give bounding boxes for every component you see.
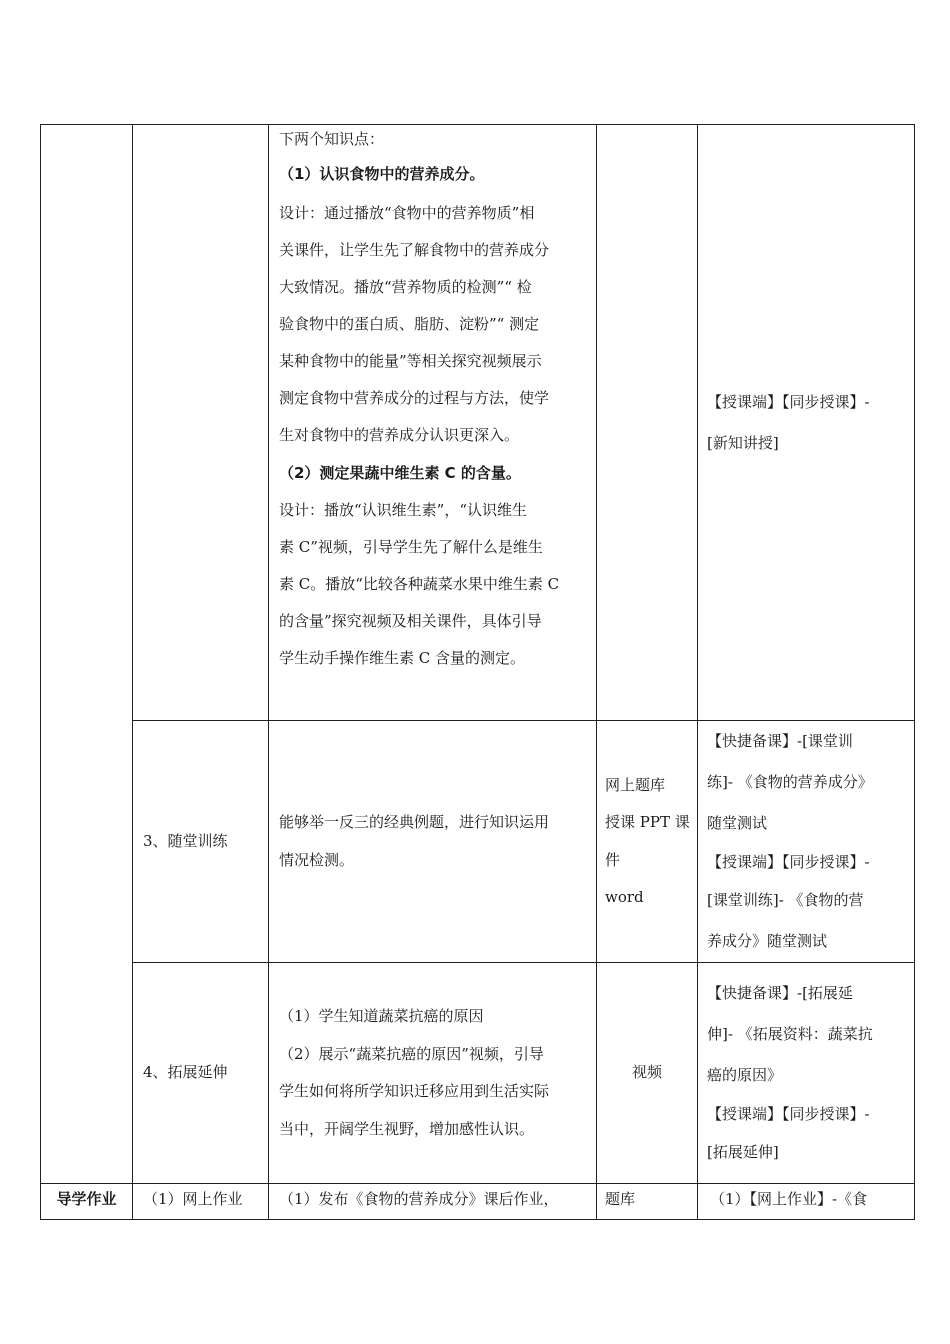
resource-line: word bbox=[605, 888, 644, 906]
platform-cell bbox=[698, 963, 915, 1184]
resources-cell: 题库 bbox=[597, 1184, 698, 1220]
content-line: 素 C。播放“比较各种蔬菜水果中维生素 C bbox=[279, 575, 560, 593]
resources-cell: 视频 bbox=[597, 963, 698, 1184]
content-line: 关课件，让学生先了解食物中的营养成分 bbox=[279, 241, 550, 259]
knowledge-point-heading: （2）测定果蔬中维生素 C 的含量。 bbox=[279, 464, 521, 482]
platform-line: 【授课端】【同步授课】- bbox=[707, 853, 870, 871]
content-line: 测定食物中营养成分的过程与方法，使学 bbox=[279, 389, 550, 407]
platform-line: 养成分》随堂测试 bbox=[707, 932, 828, 950]
platform-line: 【授课端】【同步授课】- bbox=[707, 392, 870, 411]
content-cell bbox=[269, 125, 597, 721]
content-line: 验食物中的蛋白质、脂肪、淀粉”“ 测定 bbox=[279, 315, 540, 333]
platform-line: [拓展延伸] bbox=[707, 1143, 779, 1161]
content-cell: （1）发布《食物的营养成分》课后作业， bbox=[269, 1184, 597, 1220]
content-line: 学生如何将所学知识迁移应用到生活实际 bbox=[279, 1082, 550, 1100]
content-line: 生对食物中的营养成分认识更深入。 bbox=[279, 426, 520, 444]
platform-line: 随堂测试 bbox=[707, 814, 768, 832]
step-cell-empty bbox=[133, 125, 269, 721]
step-cell: 3、随堂训练 bbox=[133, 721, 269, 963]
step-cell: 4、拓展延伸 bbox=[133, 963, 269, 1184]
section-label: 导学作业 bbox=[41, 1184, 133, 1220]
platform-line: 癌的原因》 bbox=[707, 1066, 783, 1084]
table-row bbox=[41, 1184, 915, 1220]
content-line: 下两个知识点： bbox=[279, 130, 385, 148]
content-line: 设计：播放“认识维生素”，“认识维生 bbox=[279, 501, 528, 519]
content-line: 情况检测。 bbox=[279, 850, 355, 869]
resource-line: 授课 PPT 课 bbox=[605, 813, 690, 831]
platform-line: 伸]- 《拓展资料：蔬菜抗 bbox=[707, 1025, 873, 1043]
content-cell bbox=[269, 721, 597, 963]
platform-cell: （1）【网上作业】-《食 bbox=[698, 1184, 915, 1220]
resources-cell-empty bbox=[597, 125, 698, 721]
content-line: 能够举一反三的经典例题，进行知识运用 bbox=[279, 813, 550, 831]
resource-line: 件 bbox=[605, 850, 621, 869]
table-row bbox=[41, 125, 915, 721]
content-line: 设计：通过播放“食物中的营养物质”相 bbox=[279, 204, 535, 222]
section-cell-empty bbox=[41, 125, 133, 1184]
table-row bbox=[41, 721, 915, 963]
content-line: 当中，开阔学生视野，增加感性认识。 bbox=[279, 1119, 535, 1138]
platform-cell bbox=[698, 721, 915, 963]
platform-line: [新知讲授] bbox=[707, 433, 779, 452]
content-cell bbox=[269, 963, 597, 1184]
resources-cell bbox=[597, 721, 698, 963]
lesson-plan-table bbox=[40, 124, 915, 1220]
platform-cell bbox=[698, 125, 915, 721]
content-line: 学生动手操作维生素 C 含量的测定。 bbox=[279, 649, 526, 667]
platform-line: 练]- 《食物的营养成分》 bbox=[707, 773, 873, 791]
platform-line: [课堂训练]- 《食物的营 bbox=[707, 891, 864, 909]
content-line: 某种食物中的能量”等相关探究视频展示 bbox=[279, 352, 542, 370]
resource-line: 网上题库 bbox=[605, 775, 666, 794]
content-line: （1）学生知道蔬菜抗癌的原因 bbox=[279, 1007, 484, 1025]
knowledge-point-heading: （1）认识食物中的营养成分。 bbox=[279, 165, 485, 183]
content-line: 大致情况。播放“营养物质的检测”“ 检 bbox=[279, 278, 532, 296]
table-row bbox=[41, 963, 915, 1184]
platform-line: 【快捷备课】-[课堂训 bbox=[707, 732, 853, 750]
platform-line: 【授课端】【同步授课】- bbox=[707, 1105, 870, 1123]
content-line: （2）展示“蔬菜抗癌的原因”视频，引导 bbox=[279, 1044, 544, 1063]
content-line: 的含量”探究视频及相关课件，具体引导 bbox=[279, 612, 542, 630]
content-line: 素 C”视频，引导学生先了解什么是维生 bbox=[279, 538, 543, 556]
platform-line: 【快捷备课】-[拓展延 bbox=[707, 984, 853, 1002]
step-cell: （1）网上作业 bbox=[133, 1184, 269, 1220]
